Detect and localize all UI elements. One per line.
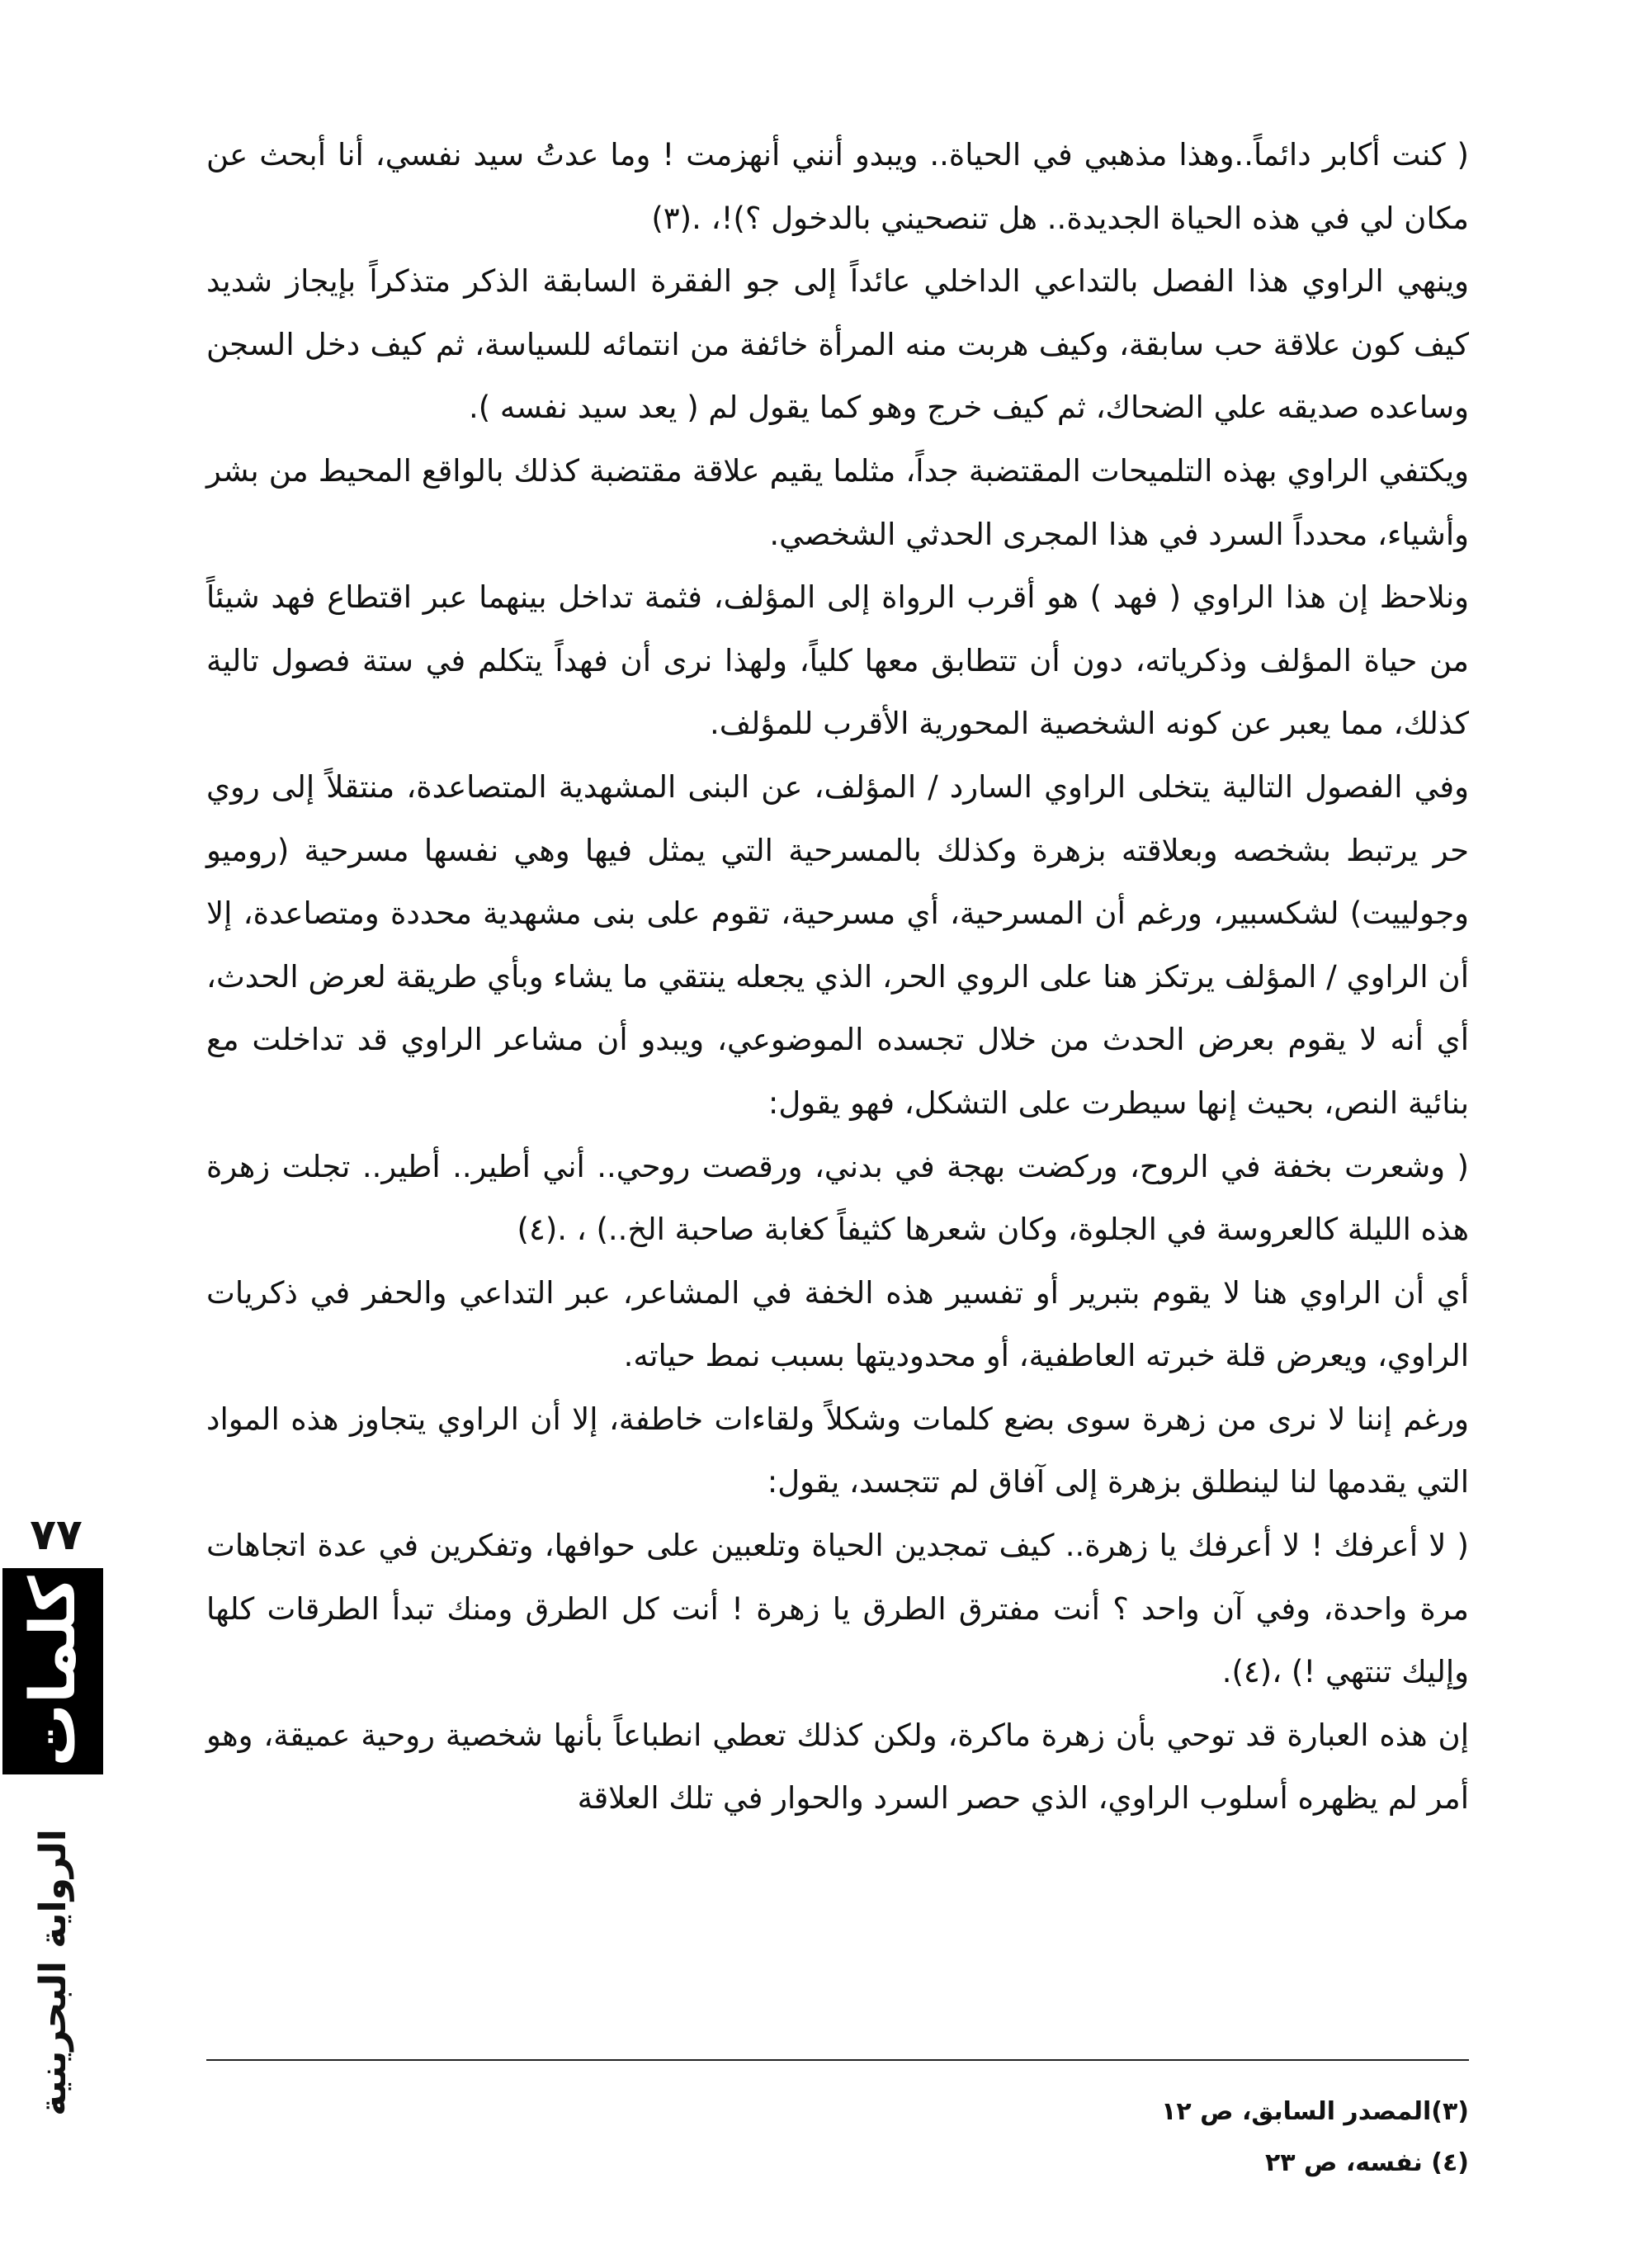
magazine-logo (2, 1568, 103, 1774)
paragraph-8: ورغم إننا لا نرى من زهرة سوى بضع كلمات وشكلاً ولقاءات خاطفة، إلا أن الراوي يتجاوز هذه المواد التي يقدمها لنا لينطلق بزهرة إلى آفاق لم تتجسد، يقول: (206, 1401, 1469, 1500)
paragraph-quote-3: ( لا أعرفك ! لا أعرفك يا زهرة.. كيف تمجدين الحياة وتلعبين على حوافها، وتفكرين في عدة اتجاهات مرة واحدة، وفي آن واحد ؟ أنت مفترق الطرق يا زهرة ! أنت كل الطرق ومنك تبدأ الطرقات كلها وإليك تنتهي !) ،(٤). (206, 1528, 1469, 1690)
paragraph-quote-1: ( كنت أكابر دائماً..وهذا مذهبي في الحياة.. ويبدو أنني أنهزمت ! وما عدتُ سيد نفسي، أنا أبحث عن مكان لي في هذه الحياة الجديدة.. هل تنصحيني بالدخول ؟)!، .(٣) (206, 137, 1469, 236)
running-section-title: الرواية البحرينية (32, 1829, 74, 2116)
page-number: ٧٧ (30, 1510, 83, 1560)
footnotes (206, 2086, 1469, 2189)
main-text (206, 124, 1469, 1831)
footnote-3: (٣)المصدر السابق، ص ١٢ (1161, 2097, 1469, 2126)
magazine-name: كلمات (16, 1576, 89, 1767)
paragraph-2: وينهي الراوي هذا الفصل بالتداعي الداخلي عائداً إلى جو الفقرة السابقة الذكر متذكراً بإيجاز شديد كيف كون علاقة حب سابقة، وكيف هربت منه المرأة خائفة من انتمائه للسياسة، ثم كيف دخل السجن وساعده صديقه علي الضحاك، ثم كيف خرج وهو كما يقول لم ( يعد سيد نفسه ). (206, 263, 1469, 426)
paragraph-7: أي أن الراوي هنا لا يقوم بتبرير أو تفسير هذه الخفة في المشاعر، عبر التداعي والحفر في ذكريات الراوي، ويعرض قلة خبرته العاطفية، أو محدوديتها بسبب نمط حياته. (206, 1274, 1469, 1374)
footnote-4: (٤) نفسه، ص ٢٣ (1264, 2148, 1469, 2177)
paragraph-10: إن هذه العبارة قد توحي بأن زهرة ماكرة، ولكن كذلك تعطي انطباعاً بأنها شخصية روحية عميقة، وهو أمر لم يظهره أسلوب الراوي، الذي حصر السرد والحوار في تلك العلاقة (206, 1717, 1469, 1817)
paragraph-3: ويكتفي الراوي بهذه التلميحات المقتضبة جداً، مثلما يقيم علاقة مقتضبة كذلك بالواقع المحيط من بشر وأشياء، محدداً السرد في هذا المجرى الحدثي الشخصي. (206, 452, 1469, 552)
footnote-divider (206, 2059, 1469, 2061)
paragraph-quote-2: ( وشعرت بخفة في الروح، وركضت بهجة في بدني، ورقصت روحي.. أني أطير.. أطير.. تجلت زهرة هذه الليلة كالعروسة في الجلوة، وكان شعرها كثيفاً كغابة صاحبة الخ..) ، .(٤) (206, 1148, 1469, 1248)
paragraph-4: ونلاحظ إن هذا الراوي ( فهد ) هو أقرب الرواة إلى المؤلف، فثمة تداخل بينهما عبر اقتطاع فهد شيئاً من حياة المؤلف وذكرياته، دون أن تتطابق معها كلياً، ولهذا نرى أن فهداً يتكلم في ستة فصول تالية كذلك، مما يعبر عن كونه الشخصية المحورية الأقرب للمؤلف. (206, 579, 1469, 742)
paragraph-5: وفي الفصول التالية يتخلى الراوي السارد / المؤلف، عن البنى المشهدية المتصاعدة، منتقلاً إلى روي حر يرتبط بشخصه وبعلاقته بزهرة وكذلك بالمسرحية التي يمثل فيها وهي نفسها مسرحية (روميو وجولييت) لشكسبير، ورغم أن المسرحية، أي مسرحية، تقوم على بنى مشهدية محددة ومتصاعدة، إلا أن الراوي / المؤلف يرتكز هنا على الروي الحر، الذي يجعله ينتقي ما يشاء وبأي طريقة لعرض الحدث، أي أنه لا يقوم بعرض الحدث من خلال تجسده الموضوعي، ويبدو أن مشاعر الراوي قد تداخلت مع بنائية النص، بحيث إنها سيطرت على التشكل، فهو يقول: (206, 768, 1469, 1121)
